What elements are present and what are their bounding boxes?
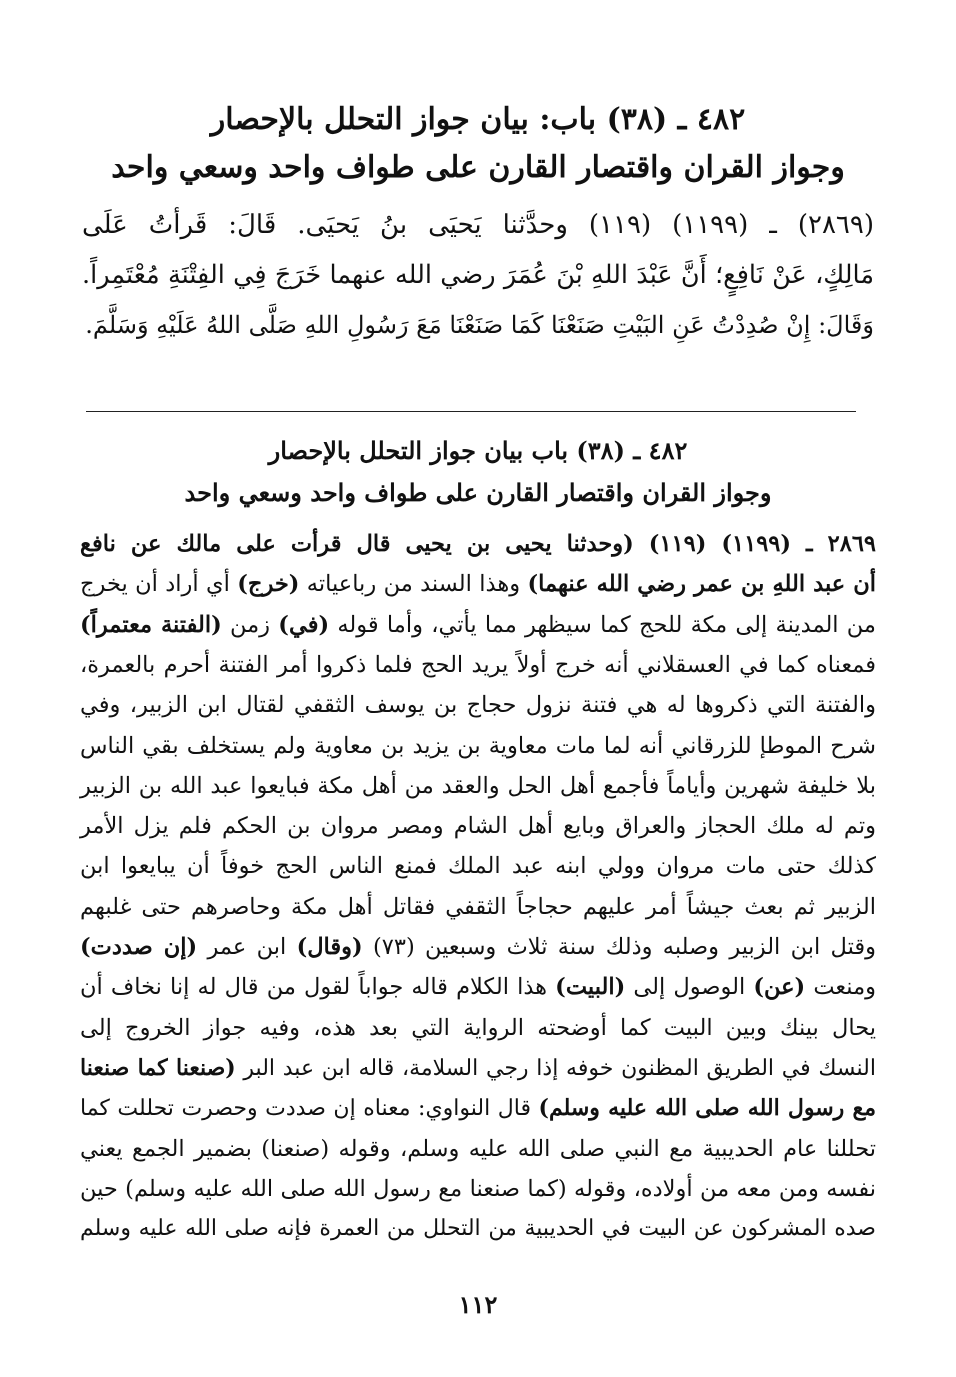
commentary-text: وقتل ابن الزبير وصلبه وذلك سنة ثلاث وسبعين (٧٣) — [362, 934, 876, 960]
commentary-text: بلا خليفة شهرين وأياماً فأجمع أهل الحل والعقد من أهل مكة فبايعوا عبد الله بن الزبير — [80, 772, 876, 799]
commentary-text: من المدينة إلى مكة للحج كما سيظهر مما يأتي، وأما قوله — [329, 611, 876, 638]
commentary-text: النسك في الطريق المظنون خوفه إذا رجي السلامة، قاله ابن عبد البر — [235, 1055, 876, 1081]
commentary-line — [80, 967, 876, 1007]
commentary-chapter-title: ٤٨٢ ـ (٣٨) باب بيان جواز التحلل بالإحصار — [268, 436, 688, 465]
hadith-text-line: وَقَالَ: إِنْ صُدِدْتُ عَنِ البَيْتِ صَنَعْنَا كَمَا صَنَعْنَا مَعَ رَسُولِ اللهِ صَلَّى اللهُ عَلَيْهِ وَسَلَّمَ. — [85, 311, 874, 339]
quoted-hadith-text: (خرج) — [237, 571, 300, 598]
commentary-text: وهذا السند من رباعياته — [299, 571, 528, 598]
commentary-line — [80, 1129, 876, 1169]
hadith-text-line: مَالِكٍ، عَنْ نَافِعٍ؛ أَنَّ عَبْدَ اللهِ بْنَ عُمَرَ رضي الله عنهما خَرَجَ فِي الفِتْنَةِ مُعْتَمِراً. — [82, 260, 874, 290]
commentary-line — [80, 1209, 876, 1249]
page-number: ١١٢ — [458, 1290, 498, 1319]
commentary-text: ابن عمر — [197, 934, 297, 960]
chapter-title: ٤٨٢ ـ (٣٨) باب: بيان جواز التحلل بالإحصار — [210, 102, 746, 137]
quoted-hadith-text: (وقال) — [296, 934, 363, 960]
commentary-text: يحال بينك وبين البيت كما أوضحته الرواية التي بعد هذه، وفيه جواز الخروج إلى — [80, 1014, 876, 1041]
commentary-line — [80, 605, 876, 645]
quoted-hadith-text: (عن) — [753, 974, 806, 1001]
quoted-hadith-text: (في) — [278, 611, 330, 638]
commentary-line — [80, 887, 876, 927]
commentary-line — [80, 846, 876, 886]
quoted-hadith-text: ٢٨٦٩ ـ (١١٩٩) (١١٩) (وحدثنا يحيى بن يحيى قال قرأت على مالك عن نافع — [80, 531, 877, 557]
commentary-text: صده المشركون عن البيت في الحديبية من التحلل من العمرة فإنه صلى الله عليه وسلم — [80, 1216, 876, 1242]
commentary-text: الزبير ثم بعث جيشاً أمر عليهم حجاجاً الثقفي فقاتل أهل مكة وحاصرهم حتى غلبهم — [80, 893, 876, 920]
quoted-hadith-text: (الفتنة معتمراً) — [80, 611, 222, 638]
commentary-line — [80, 524, 876, 564]
commentary-text: كذلك حتى مات مروان وولي ابنه عبد الملك فمنع الناس الحج خوفاً أن يبايعوا ابن — [80, 853, 876, 880]
commentary-chapter-subtitle: وجواز القران واقتصار القارن على طواف واحد وسعي واحد — [184, 478, 772, 507]
commentary-text: فمعناه كما في العسقلاني أنه خرج أولاً يريد الحج فلما ذكروا أمر الفتنة أحرم بالعمرة، — [80, 651, 876, 678]
commentary-line — [80, 1088, 876, 1129]
chapter-subtitle: وجواز القران واقتصار القارن على طواف واحد وسعي واحد — [111, 150, 845, 185]
quoted-hadith-text: (البيت) — [555, 974, 626, 1001]
commentary-line — [80, 1008, 876, 1048]
commentary-line — [80, 564, 876, 604]
commentary-line — [80, 645, 876, 685]
commentary-line — [80, 1048, 876, 1089]
section-divider — [86, 411, 856, 412]
commentary-text: هذا الكلام قاله جواباً لقول من قال له إنا نخاف أن — [80, 974, 556, 1001]
quoted-hadith-text: أن عبد اللهِ بن عمر رضي الله عنهما) — [527, 571, 877, 598]
commentary-line — [80, 685, 876, 725]
commentary-line — [80, 1169, 876, 1209]
commentary-text: زمن — [221, 611, 279, 638]
quoted-hadith-text: (إن صددت) — [80, 934, 198, 960]
commentary-line — [80, 806, 876, 846]
commentary-text: ومنعت — [805, 974, 876, 1001]
commentary-line — [80, 766, 876, 806]
commentary-text: والفتنة التي ذكروها له هي فتنة نزول حجاج بن يوسف الثقفي لقتال ابن الزبير، وفي — [80, 692, 876, 719]
hadith-text-line: (٢٨٦٩) ـ (١١٩٩) (١١٩) وحدَّثنا يَحيَى بنُ يَحيَى. قَالَ: قَرأتُ عَلَى — [82, 210, 875, 240]
commentary-text: وتم له ملك الحجاز والعراق وبايع أهل الشام ومصر مروان بن الحكم فلم يزل الأمر — [80, 813, 876, 840]
commentary-text: الوصول إلى — [625, 974, 754, 1001]
commentary-text: تحللنا عام الحديبية مع النبي صلى الله عليه وسلم، وقوله (صنعنا) بضمير الجمع يعني — [80, 1135, 876, 1162]
commentary-line — [80, 927, 876, 967]
quoted-hadith-text: (صنعنا كما صنعنا — [80, 1054, 236, 1081]
commentary-text: نفسه ومن معه من أولاده، وقوله (كما صنعنا مع رسول الله صلى الله عليه وسلم) حين — [80, 1175, 876, 1202]
commentary-line — [80, 726, 876, 766]
commentary-text: قال النواوي: معناه إن صددت وحصرت تحللت كما — [80, 1096, 539, 1122]
commentary-text: أي أراد أن يخرج — [80, 571, 238, 598]
commentary-text: شرح الموطإ للزرقاني أنه لما مات معاوية بن يزيد بن معاوية ولم يستخلف بقي الناس — [80, 732, 876, 759]
quoted-hadith-text: مع رسول الله صلى الله عليه وسلم) — [538, 1095, 876, 1122]
